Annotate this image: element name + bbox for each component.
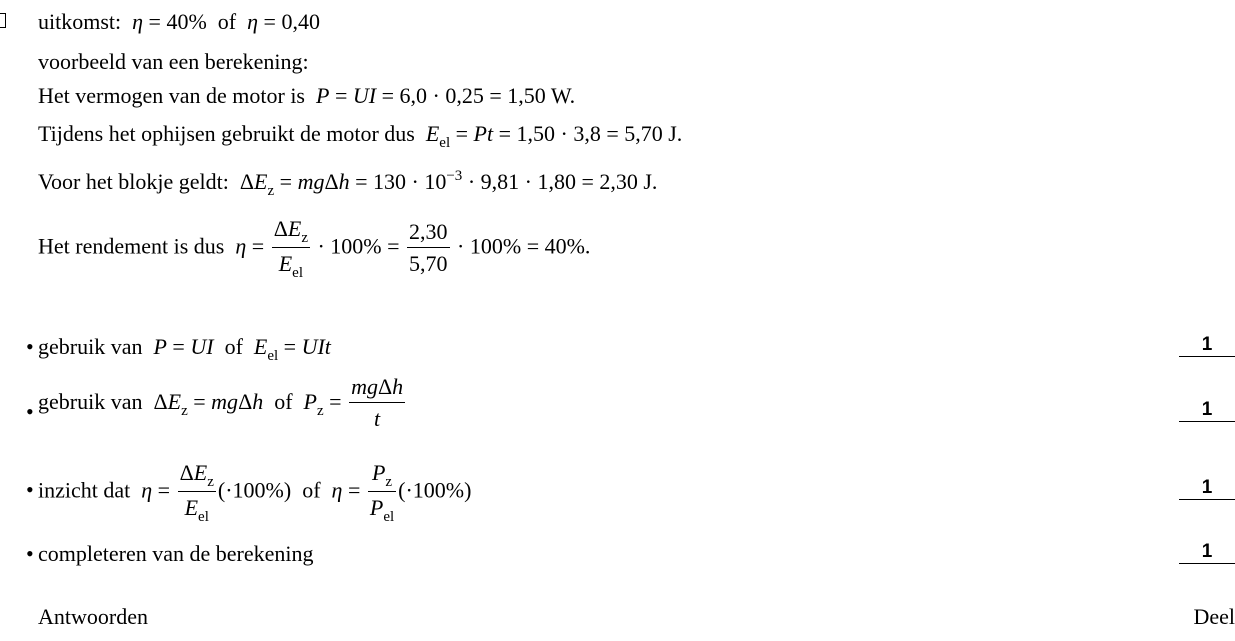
score-3: 1 [1179,477,1235,500]
criterion-2-of: of [274,389,293,414]
calc-line-efficiency-text: Het rendement is dus [38,233,225,259]
calc-line-potential: Voor het blokje geldt: $\Delta E_z = mg\Delta h = 130 \cdot 10^{-3} \cdot 9,81 \cdot 1,80 = 2,30$ J. [38,168,658,199]
calc-line-energy-text: Tijdens het ophijsen gebruikt de motor dus [38,121,415,146]
score-1: 1 [1179,334,1235,357]
efficiency-numerator: 2,30 [407,217,450,248]
footer-right: Deel [1193,604,1235,629]
uitkomst-line: uitkomst: η = 40% of η = 0,40 [38,9,320,34]
score-2: 1 [1179,399,1235,422]
criterion-3-of: of [302,477,321,503]
criterion-3-pct-b: (·100%) [398,477,472,503]
efficiency-energy-fraction: $\frac{\Delta E_z}{E_{el}}$ [179,460,214,525]
calc-line-energy-value: = 1,50 · 3,8 = 5,70 J. [498,121,683,146]
criterion-2-bullet: • [26,399,34,424]
calc-line-efficiency-mid: · 100% = [317,233,400,259]
criterion-4: completeren van de berekening [38,541,314,566]
calc-line-power-text: Het vermogen van de motor is [38,83,305,108]
criterion-1-of: of [224,334,243,359]
calc-line-energy: Tijdens het ophijsen gebruikt de motor dus $E_{el} = Pt = 1,50 \cdot 3,8 = 5,70$ J. [38,121,683,151]
uitkomst-value-percent: 40% [166,9,207,34]
efficiency-numeric-fraction [407,217,450,280]
power-fraction: $\frac{\text{mgΔh}}{t}$ [351,374,404,432]
efficiency-symbolic-fraction: $\frac{\Delta E_z}{E_{el}}$ [273,216,308,281]
criterion-3: inzicht dat η = $\frac{\Delta E_z}{E_{el}}$ (·100%) of η = $\frac{P_z}{P_{el}}$ (·100%) [38,460,472,525]
example-heading: voorbeeld van een berekening: [38,49,309,74]
calc-line-potential-value-a: = 130 · 10 [355,169,447,194]
criterion-2: gebruik van $\Delta E_z = mg\Delta h$ of $P_z$ = $\frac{\text{mgΔh}}{t}$ [38,370,407,437]
efficiency-power-fraction: $\frac{P_z}{P_{el}}$ [369,460,395,525]
criterion-3-bullet: • [26,477,34,502]
criterion-1: gebruik van P = UI of $E_{el}$ = UIt [38,334,331,364]
calc-line-power: Het vermogen van de motor is P = UI = 6,0 · 0,25 = 1,50 W. [38,83,576,108]
criterion-1-text: gebruik van [38,334,143,359]
calc-line-potential-exponent: −3 [446,168,463,184]
criterion-1-bullet: • [26,334,34,359]
score-4: 1 [1179,541,1235,564]
criterion-3-text: inzicht dat [38,477,131,503]
calc-line-potential-text: Voor het blokje geldt: [38,169,229,194]
criterion-2-text: gebruik van [38,389,143,414]
checkbox-icon [0,13,6,28]
calc-line-power-value: = 6,0 · 0,25 = 1,50 W. [381,83,576,108]
efficiency-denominator: 5,70 [409,251,448,276]
criterion-4-bullet: • [26,541,34,566]
uitkomst-of: of [217,9,237,34]
calc-line-potential-value-b: · 9,81 · 1,80 = 2,30 J. [462,169,658,194]
uitkomst-label: uitkomst: [38,9,122,34]
calc-line-efficiency-end: · 100% = 40%. [457,233,591,259]
footer-left: Antwoorden [38,604,148,629]
criterion-3-pct-a: (·100%) [217,477,292,503]
calc-line-efficiency: Het rendement is dus η = $\frac{\Delta E_z}{E_{el}}$ · 100% = $\frac{2,30}{5,70}$ · 100% = 40%. [38,216,591,281]
uitkomst-value-decimal: 0,40 [281,9,320,34]
